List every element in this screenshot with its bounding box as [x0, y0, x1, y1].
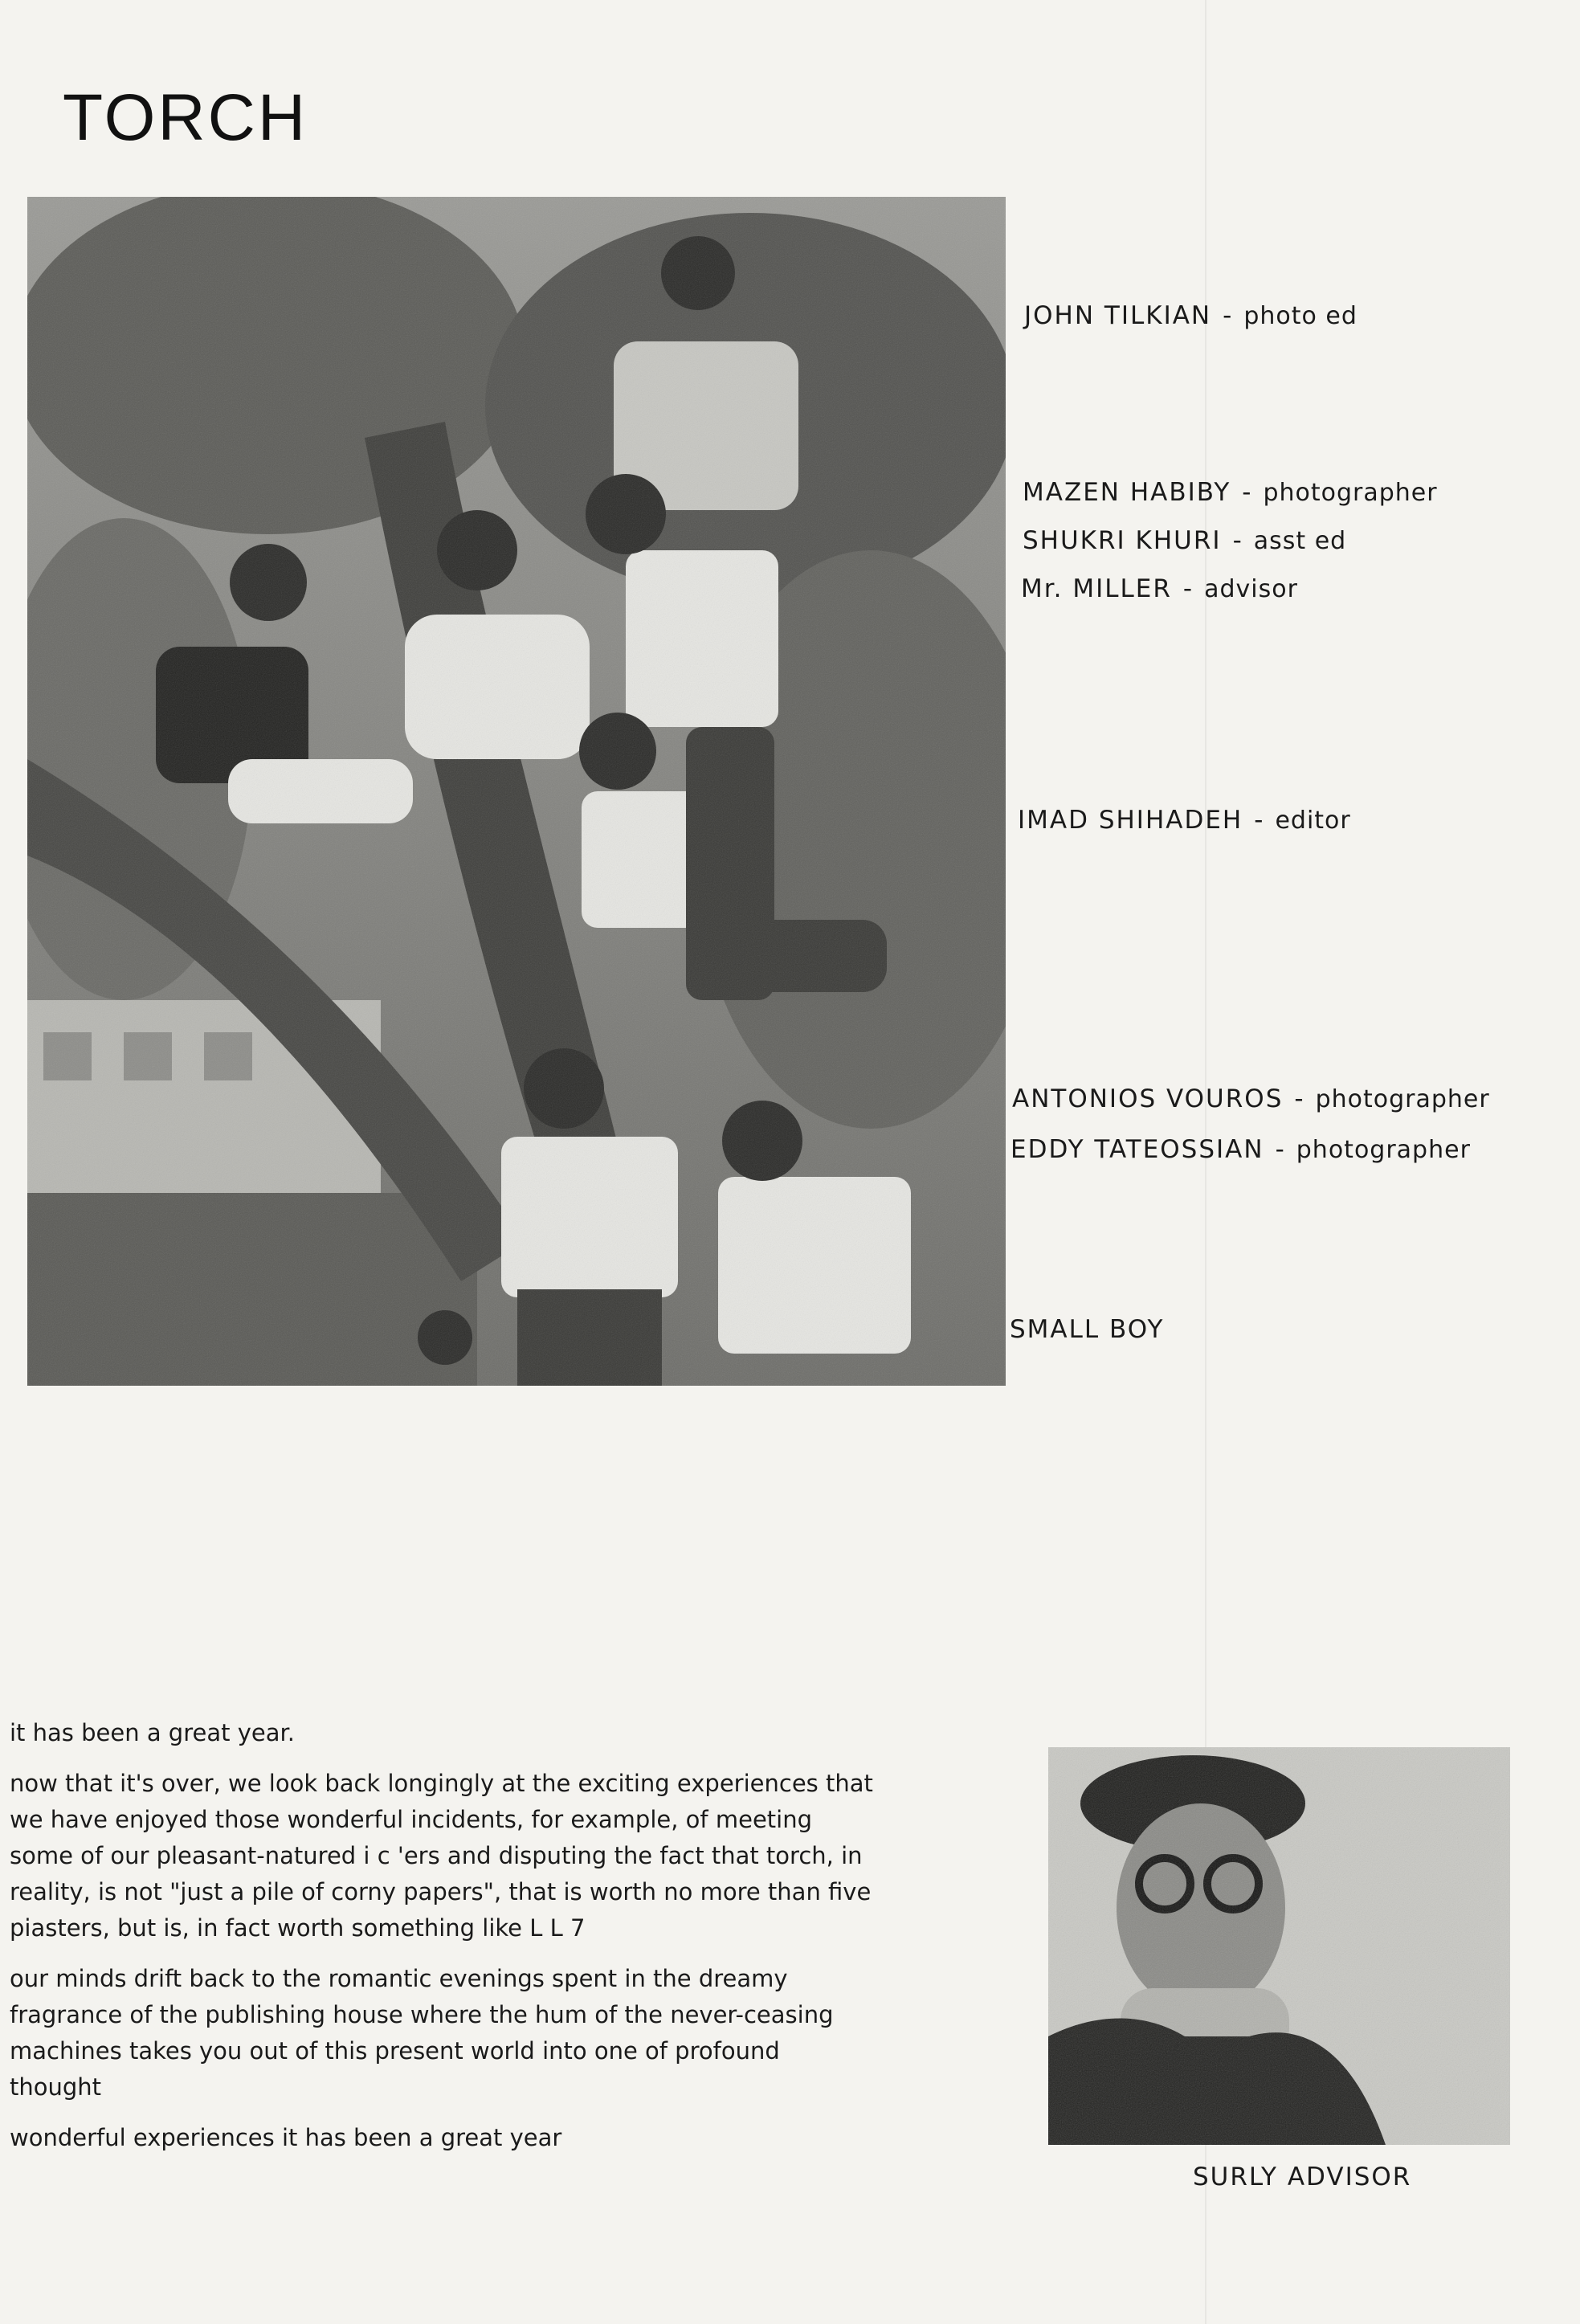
- staff-caption-imad-shihadeh: [1018, 806, 1351, 835]
- staff-name: Mr. MILLER: [1021, 574, 1172, 603]
- page-title: TORCH: [63, 81, 308, 154]
- staff-role: advisor: [1204, 575, 1298, 603]
- staff-name: ANTONIOS VOUROS: [1012, 1084, 1284, 1113]
- staff-name: JOHN TILKIAN: [1024, 301, 1212, 330]
- staff-name: MAZEN HABIBY: [1023, 478, 1231, 507]
- staff-separator: -: [1242, 478, 1252, 507]
- staff-caption-shukri-khuri: [1023, 526, 1346, 555]
- staff-role: editor: [1275, 807, 1351, 835]
- staff-separator: -: [1275, 1135, 1285, 1164]
- staff-name: SHUKRI KHURI: [1023, 526, 1222, 555]
- staff-separator: -: [1232, 526, 1243, 555]
- advisor-caption: SURLY ADVISOR: [1193, 2163, 1412, 2191]
- staff-caption-mazen-habiby: [1023, 478, 1438, 507]
- staff-separator: -: [1223, 301, 1233, 330]
- staff-separator: -: [1294, 1084, 1304, 1113]
- staff-name: EDDY TATEOSSIAN: [1010, 1135, 1264, 1164]
- staff-role: photographer: [1263, 479, 1438, 507]
- staff-role: photographer: [1296, 1136, 1471, 1164]
- staff-caption-eddy-tateossian: [1010, 1135, 1471, 1164]
- staff-caption-mr-miller: [1021, 574, 1298, 603]
- article-paragraph: wonderful experiences it has been a great year: [10, 2124, 562, 2151]
- staff-group-photo: [27, 197, 1006, 1386]
- staff-separator: -: [1182, 574, 1194, 603]
- staff-separator: -: [1254, 806, 1264, 835]
- article-paragraph: our minds drift back to the romantic evenings spent in the dreamy fragrance of the publishing house where the hum of the never-ceasing machines takes you out of this present world into one of profound thought: [10, 1965, 834, 2101]
- staff-role: photo ed: [1243, 302, 1357, 330]
- article-paragraph: now that it's over, we look back longingly at the exciting experiences that we have enjoyed those wonderful incidents, for example, of meeting some of our pleasant-natured i c 'ers and disputing the fact that torch, in reality, is not "just a pile of corny papers", that is worth no more than five piasters, but is, in fact worth something like L L 7: [10, 1770, 873, 1942]
- staff-name: SMALL BOY: [1010, 1315, 1165, 1344]
- advisor-photo: [1048, 1747, 1510, 2145]
- article-body: [10, 1715, 877, 2171]
- staff-role: photographer: [1315, 1085, 1490, 1113]
- staff-caption-small-boy: [1010, 1315, 1186, 1344]
- staff-caption-john-tilkian: [1024, 301, 1357, 330]
- staff-role: asst ed: [1253, 527, 1347, 555]
- staff-name: IMAD SHIHADEH: [1018, 806, 1243, 835]
- article-paragraph: it has been a great year.: [10, 1719, 295, 1746]
- staff-caption-antonios-vouros: [1012, 1084, 1490, 1113]
